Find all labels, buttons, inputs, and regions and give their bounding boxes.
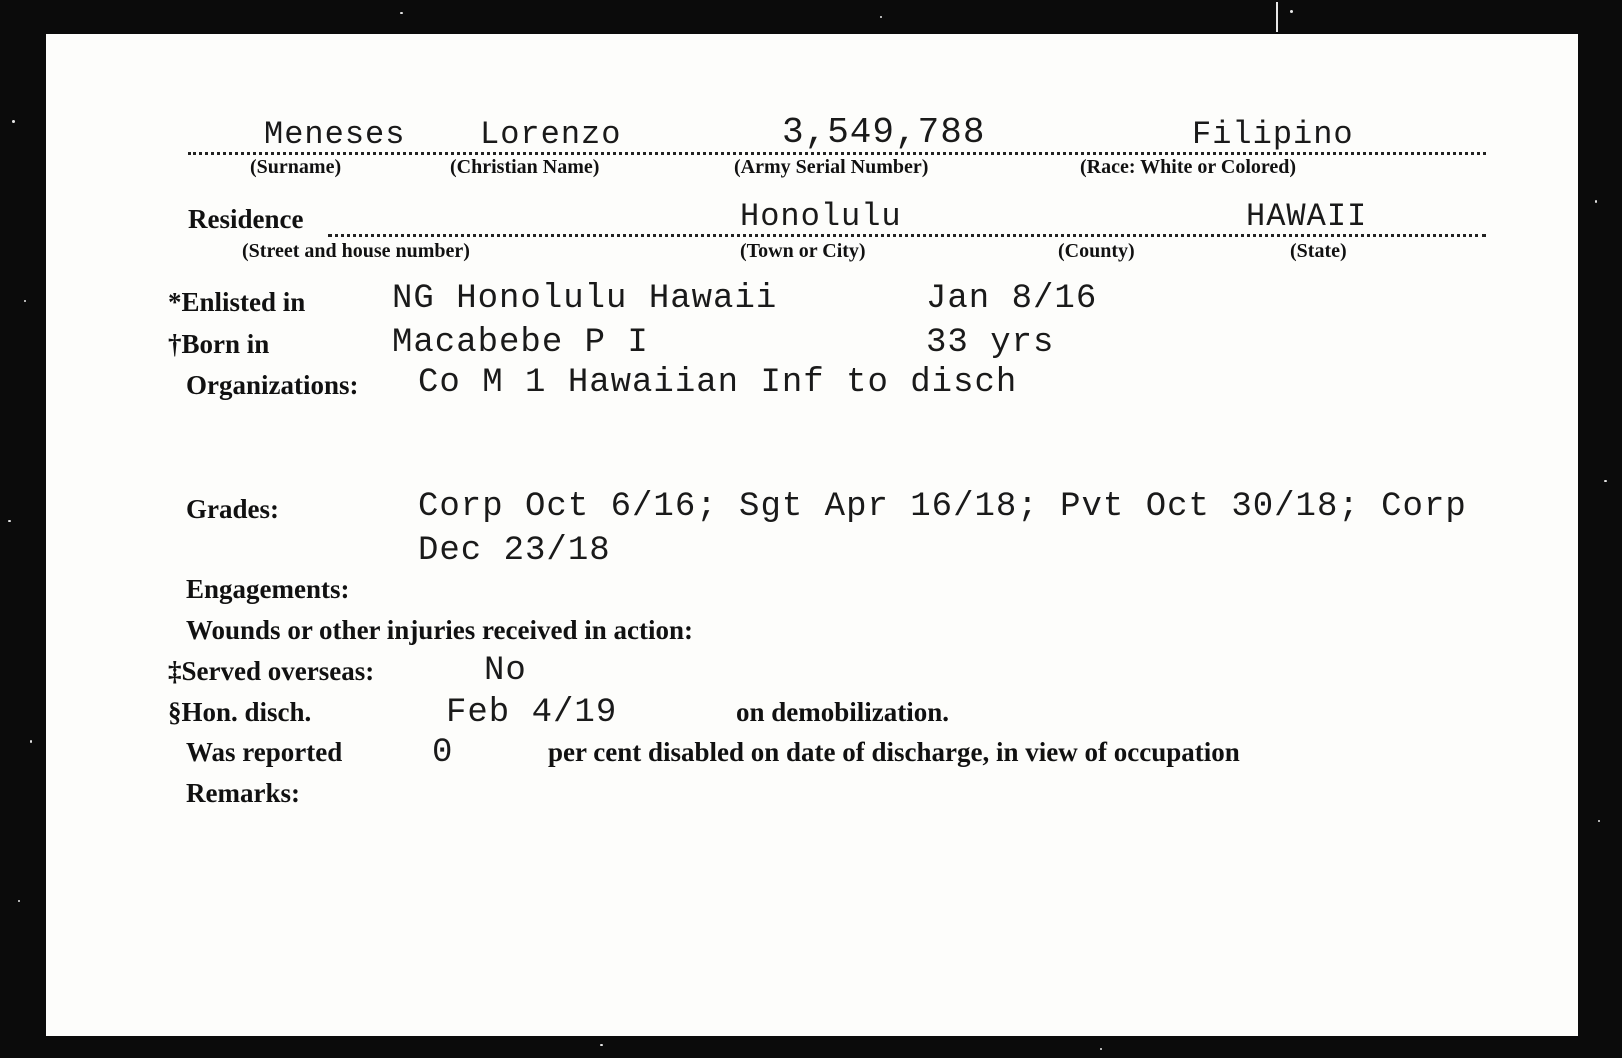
county-caption: (County) bbox=[1058, 240, 1135, 262]
surname-caption: (Surname) bbox=[250, 156, 342, 178]
grades-line-2: Dec 23/18 bbox=[418, 532, 611, 570]
army-serial-value: 3,549,788 bbox=[782, 112, 986, 153]
hon-disch-suffix: on demobilization. bbox=[736, 697, 950, 727]
state-caption: (State) bbox=[1290, 240, 1347, 262]
wounds-label: Wounds or other injuries received in action: bbox=[186, 615, 694, 645]
enlisted-date-value: Jan 8/16 bbox=[926, 280, 1098, 318]
army-serial-caption: (Army Serial Number) bbox=[734, 156, 929, 178]
scan-speck bbox=[880, 16, 882, 18]
reported-label: Was reported bbox=[186, 737, 343, 767]
christian-name-caption: (Christian Name) bbox=[450, 156, 600, 178]
scan-speck bbox=[400, 12, 403, 14]
scan-speck bbox=[24, 300, 26, 302]
served-overseas-label: ‡Served overseas: bbox=[168, 656, 375, 686]
residence-label: Residence bbox=[188, 204, 304, 234]
scan-speck bbox=[1604, 480, 1607, 482]
scan-speck bbox=[600, 1044, 603, 1046]
christian-name-value: Lorenzo bbox=[480, 116, 622, 153]
scan-speck bbox=[30, 740, 32, 743]
scan-speck bbox=[1100, 1048, 1102, 1050]
street-caption: (Street and house number) bbox=[242, 240, 470, 262]
engagements-label: Engagements: bbox=[186, 574, 350, 604]
town-caption: (Town or City) bbox=[740, 240, 866, 262]
disabled-percent-value: 0 bbox=[432, 734, 454, 772]
organizations-label: Organizations: bbox=[186, 370, 359, 400]
organizations-value: Co M 1 Hawaiian Inf to disch bbox=[418, 364, 1018, 402]
born-place-value: Macabebe P I bbox=[392, 324, 649, 362]
scan-speck bbox=[18, 900, 20, 902]
race-caption: (Race: White or Colored) bbox=[1080, 156, 1297, 178]
grades-label: Grades: bbox=[186, 494, 279, 524]
disabled-suffix: per cent disabled on date of discharge, in view of occupation bbox=[548, 737, 1240, 767]
surname-value: Meneses bbox=[264, 116, 406, 153]
state-value: HAWAII bbox=[1246, 198, 1368, 235]
hon-disch-date-value: Feb 4/19 bbox=[446, 694, 618, 732]
scan-speck bbox=[8, 520, 11, 522]
born-label: †Born in bbox=[168, 329, 270, 359]
enlisted-place-value: NG Honolulu Hawaii bbox=[392, 280, 778, 318]
scan-speck bbox=[1595, 200, 1597, 203]
remarks-label: Remarks: bbox=[186, 778, 300, 808]
enlisted-label: *Enlisted in bbox=[168, 287, 306, 317]
grades-line-1: Corp Oct 6/16; Sgt Apr 16/18; Pvt Oct 30/18; Corp bbox=[418, 488, 1467, 526]
scan-speck bbox=[1598, 820, 1600, 822]
service-record-card bbox=[46, 34, 1578, 1036]
served-overseas-value: No bbox=[484, 652, 527, 690]
scan-scratch bbox=[1276, 2, 1278, 32]
scan-speck bbox=[12, 120, 15, 123]
race-value: Filipino bbox=[1192, 116, 1354, 153]
town-value: Honolulu bbox=[740, 198, 902, 235]
scan-speck bbox=[1290, 10, 1293, 13]
hon-disch-label: §Hon. disch. bbox=[168, 697, 312, 727]
born-age-value: 33 yrs bbox=[926, 324, 1055, 362]
